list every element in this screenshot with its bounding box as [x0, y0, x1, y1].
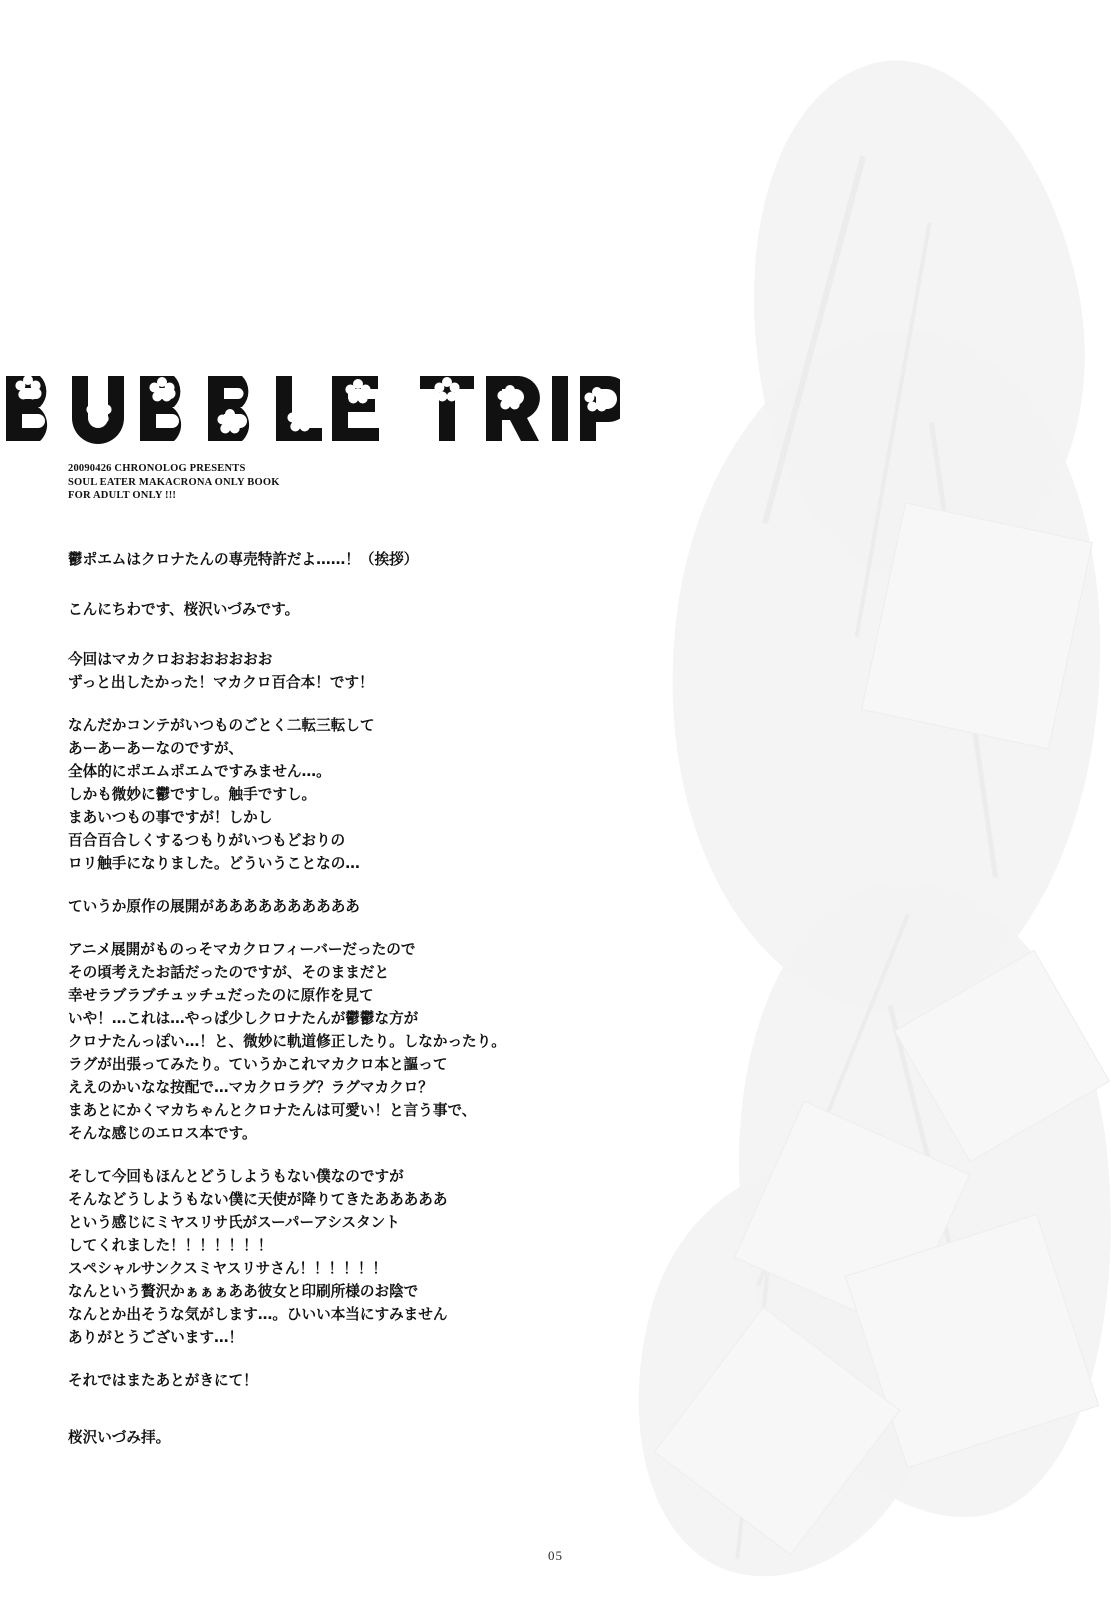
text-line: そんなどうしようもない僕に天使が降りてきたあああああ	[68, 1191, 448, 1208]
text-line: いや！…これは…やっぱ少しクロナたんが鬱鬱な方が	[68, 1010, 419, 1027]
text-line: 百合百合しくするつもりがいつもどおりの	[68, 832, 346, 849]
text-line: まあとにかくマカちゃんとクロナたんは可愛い！と言う事で、	[68, 1102, 477, 1119]
paragraph-gensaku	[68, 895, 828, 918]
text-line: ラグが出張ってみたり。ていうかこれマカクロ本と謳って	[68, 1056, 448, 1073]
text-line: ええのかいなな按配で…マカクロラグ？ラグマカクロ？	[68, 1079, 433, 1096]
text-line: 全体的にポエムポエムですみません…。	[68, 763, 331, 780]
text-line: 今回はマカクロおおおおおおお	[68, 651, 273, 668]
text-line: ありがとうございます…！	[68, 1329, 244, 1346]
text-line: それではまたあとがきにて！	[68, 1372, 258, 1389]
text-line: ずっと出したかった！マカクロ百合本！です！	[68, 674, 374, 691]
paragraph-signature	[68, 1426, 828, 1449]
credit-line-3: FOR ADULT ONLY !!!	[68, 490, 177, 501]
credits-block	[68, 462, 280, 503]
paragraph-greeting-poem	[68, 548, 828, 571]
text-line: なんだかコンテがいつものごとく二転三転して	[68, 717, 375, 734]
paragraph-makacro	[68, 648, 828, 694]
paragraph-closing	[68, 1369, 828, 1392]
credit-line-1: 20090426 CHRONOLOG PRESENTS	[68, 463, 246, 474]
title-logo	[0, 370, 620, 445]
text-line: あーあーあーなのですが、	[68, 740, 244, 757]
text-line: スペシャルサンクスミヤスリサさん！！！！！！	[68, 1260, 388, 1277]
text-line: アニメ展開がものっそマカクロフィーバーだったので	[68, 941, 416, 958]
text-line: そして今回もほんとどうしようもない僕なのですが	[68, 1168, 404, 1185]
text-line: という感じにミヤスリサ氏がスーパーアシスタント	[68, 1214, 400, 1231]
text-line: ロリ触手になりました。どういうことなの…	[68, 855, 360, 872]
text-line: そんな感じのエロス本です。	[68, 1125, 257, 1142]
text-line: 桜沢いづみ拝。	[68, 1429, 171, 1446]
text-line: クロナたんっぽい…！と、微妙に軌道修正したり。しなかったり。	[68, 1033, 506, 1050]
paragraph-conte	[68, 714, 828, 875]
text-line: してくれました！！！！！！！	[68, 1237, 273, 1254]
text-line: なんとか出そうな気がします…。ひいい本当にすみません	[68, 1306, 448, 1323]
paragraph-thanks	[68, 1165, 828, 1349]
credit-line-2: SOUL EATER MAKACRONA ONLY BOOK	[68, 476, 280, 488]
text-line: 鬱ポエムはクロナたんの専売特許だよ……！（挨拶）	[68, 551, 419, 568]
text-line: 幸せラブラブチュッチュだったのに原作を見て	[68, 987, 374, 1004]
text-line: まあいつもの事ですが！しかし	[68, 809, 273, 826]
paragraph-hello	[68, 598, 828, 621]
text-line: なんという贅沢かぁぁぁああ彼女と印刷所様のお陰で	[68, 1283, 419, 1300]
text-line: ていうか原作の展開がああああああああああ	[68, 898, 360, 915]
afterword-body	[68, 548, 828, 1469]
paragraph-anime	[68, 938, 828, 1145]
page-number: 05	[548, 1548, 563, 1563]
text-line: しかも微妙に鬱ですし。触手ですし。	[68, 786, 317, 803]
text-line: その頃考えたお話だったのですが、そのままだと	[68, 964, 390, 981]
text-line: こんにちわです、桜沢いづみです。	[68, 601, 300, 618]
